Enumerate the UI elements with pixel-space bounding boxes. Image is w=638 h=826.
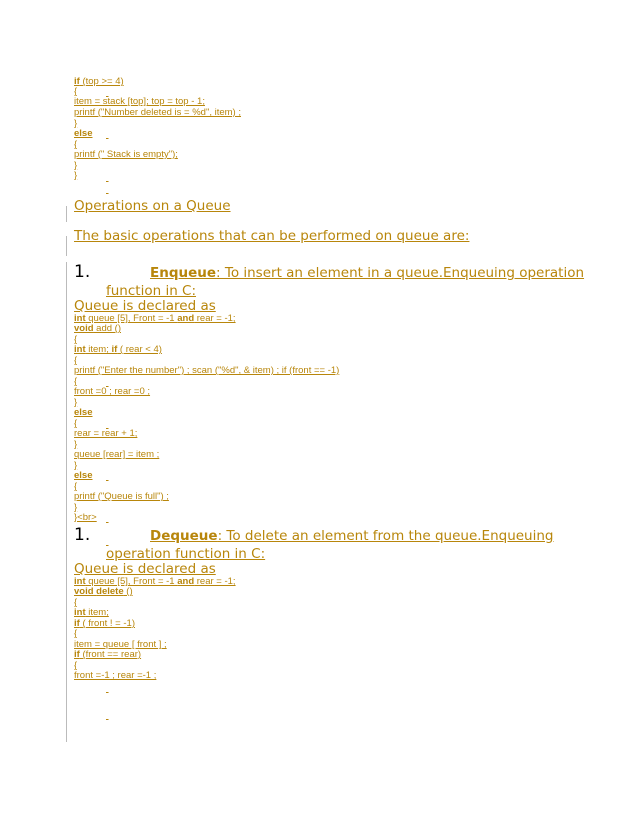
spacer-mark [106,471,109,481]
section-intro: The basic operations that can be performed on queue are: [74,228,470,244]
list-item-dequeue: Dequeue: To delete an element from the queue.Enqueuing [150,528,554,544]
code-line: printf ("Enter the number") ; scan ("%d", & item) ; if (front == -1) [74,365,340,376]
declared-label: Queue is declared as [74,561,216,577]
code-line: { [74,418,78,429]
code-line: printf (" Stack is empty"); [74,149,178,160]
code-line: } [74,460,78,471]
code-line: front =-1 ; rear =-1 ; [74,670,157,681]
list-item-continuation: operation function in C: [106,546,266,562]
code-line: if ( front ! = -1) [74,618,135,629]
margin-bar [66,236,67,256]
code-line: } [74,118,78,129]
code-line: else [74,470,93,481]
list-number: 1. [74,262,91,282]
code-line: { [74,481,78,492]
code-line: { [74,376,78,387]
code-line: { [74,355,78,366]
margin-bar [66,206,67,222]
code-line: queue [rear] = item ; [74,449,160,460]
code-line: } [74,170,78,181]
code-line: if (top >= 4) [74,76,124,87]
code-line: void delete () [74,586,133,597]
code-line: { [74,660,78,671]
code-line: } [74,439,78,450]
code-line: } [74,160,78,171]
spacer-mark [106,513,109,523]
spacer-mark [106,172,109,182]
code-line: { [74,628,78,639]
code-line: { [74,334,78,345]
code-line: item = queue [ front ] ; [74,639,167,650]
code-line: int queue [5], Front = -1 and rear = -1; [74,576,236,587]
code-line: item = stack [top]; top = top - 1; [74,96,205,107]
code-line: if (front == rear) [74,649,142,660]
list-item-continuation: function in C: [106,283,197,299]
code-line: } [74,397,78,408]
list-number: 1. [74,525,91,545]
spacer-mark [106,184,109,194]
code-line: front =0 ; rear =0 ; [74,386,151,397]
declared-label: Queue is declared as [74,298,216,314]
code-line: printf ("Queue is full") ; [74,491,169,502]
spacer-mark [106,536,109,546]
code-line: { [74,139,78,150]
code-line: }<br> [74,512,97,523]
code-line: { [74,597,78,608]
code-line: else [74,128,93,139]
code-line: else [74,407,93,418]
code-line: rear = rear + 1; [74,428,138,439]
code-line: } [74,502,78,513]
section-heading: Operations on a Queue [74,198,231,214]
spacer-mark [106,710,109,720]
code-line: printf ("Number deleted is = %d", item) ; [74,107,241,118]
code-line: void add () [74,323,121,334]
spacer-mark [106,129,109,139]
spacer-mark [106,683,109,693]
code-line: int item; [74,607,109,618]
code-line: int queue [5], Front = -1 and rear = -1; [74,313,236,324]
margin-bar [66,262,67,742]
code-line: { [74,86,78,97]
code-line: int item; if ( rear < 4) [74,344,162,355]
list-item-enqueue: Enqueue: To insert an element in a queue.Enqueuing operation [150,265,585,281]
